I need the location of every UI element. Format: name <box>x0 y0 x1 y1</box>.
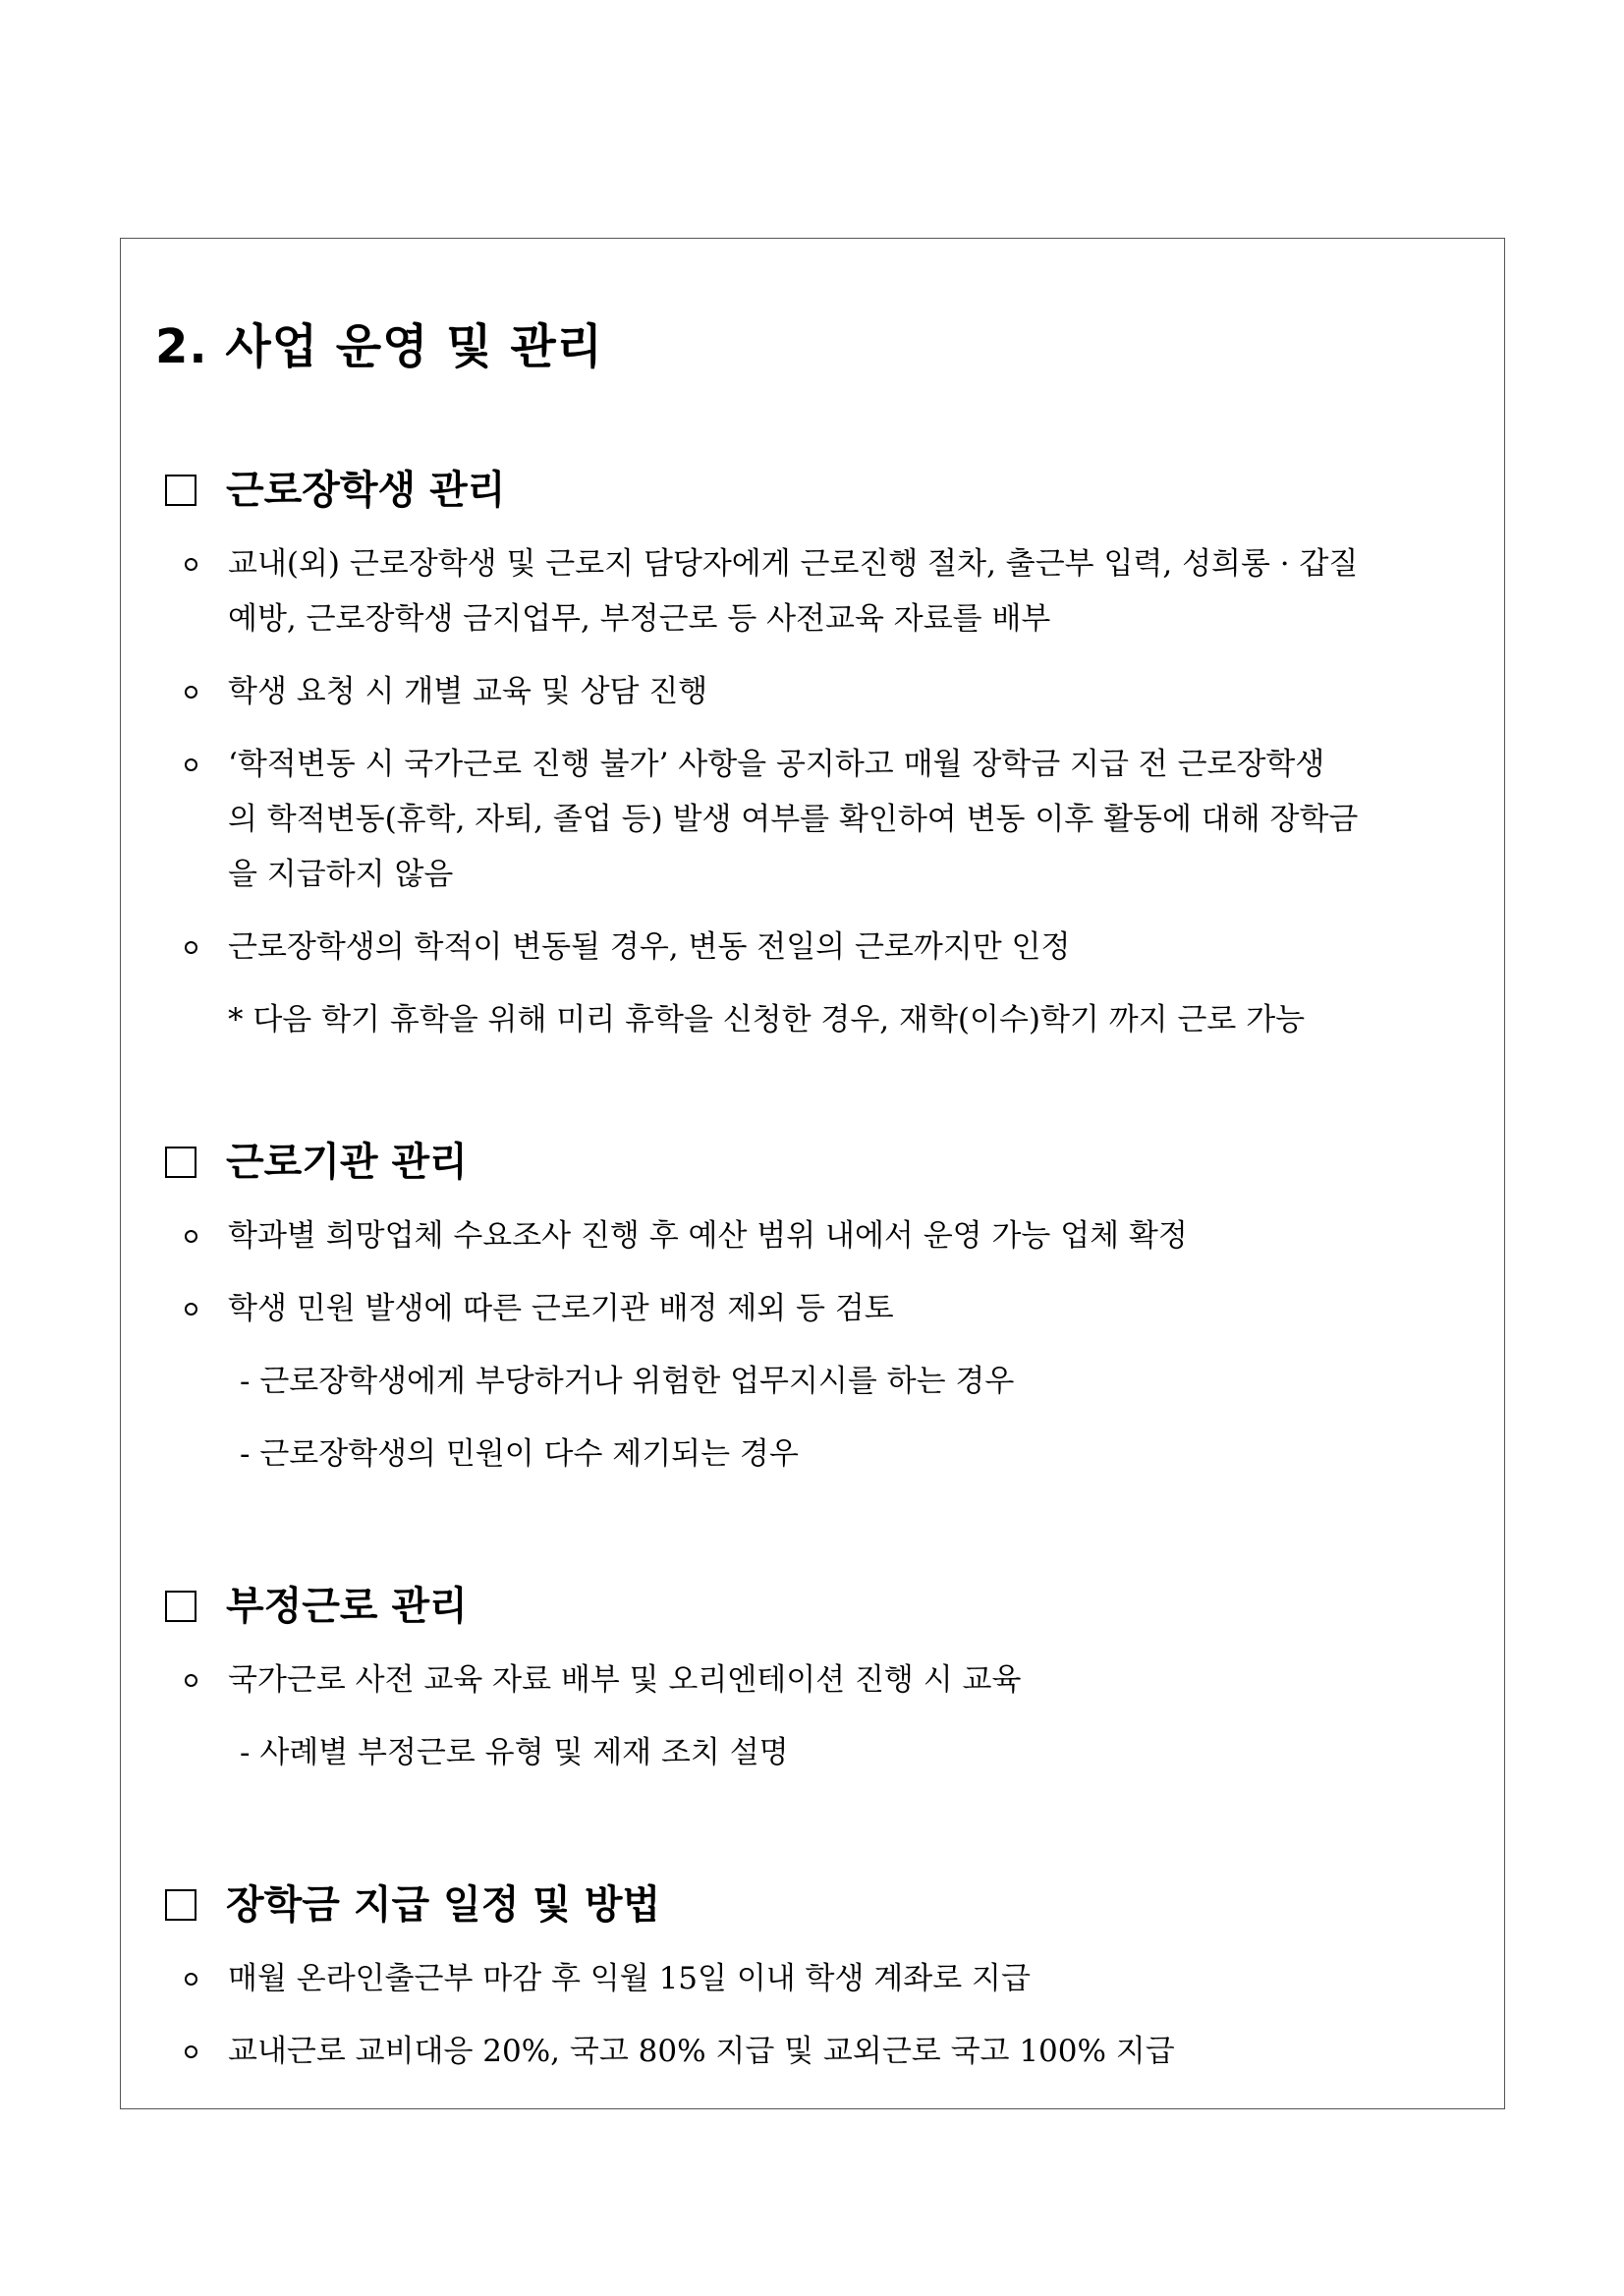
list-item <box>165 1208 1501 1263</box>
list-item-text: 학과별 희망업체 수요조사 진행 후 예산 범위 내에서 운영 가능 업체 확정 <box>228 1218 1188 1254</box>
circle-bullet-icon <box>185 1303 197 1316</box>
list-item <box>165 536 1501 646</box>
list-item-text: 국가근로 사전 교육 자료 배부 및 오리엔테이션 진행 시 교육 <box>228 1662 1022 1698</box>
sub-item: - 사례별 부정근로 유형 및 제재 조치 설명 <box>240 1735 789 1770</box>
note-text: * 다음 학기 휴학을 위해 미리 휴학을 신청한 경우, 재학(이수)학기 까지 근로 가능 <box>228 1002 1306 1037</box>
sub-item: - 근로장학생의 민원이 다수 제기되는 경우 <box>240 1436 799 1472</box>
section-heading <box>165 1876 1501 1933</box>
list-item-text: 교내근로 교비대응 20%, 국고 80% 지급 및 교외근로 국고 100% 지급 <box>228 2034 1175 2069</box>
section-scholarship-payment <box>165 1876 1501 2079</box>
sub-item: - 근로장학생에게 부당하거나 위험한 업무지시를 하는 경우 <box>240 1364 1015 1399</box>
list-item-text: 학생 요청 시 개별 교육 및 상담 진행 <box>228 674 708 709</box>
section-title: 장학금 지급 일정 및 방법 <box>226 1882 661 1928</box>
list-item <box>165 1951 1501 2006</box>
section-title: 근로장학생 관리 <box>226 468 506 513</box>
circle-bullet-icon <box>185 558 197 571</box>
section-heading <box>165 1578 1501 1635</box>
section-title: 근로기관 관리 <box>226 1140 468 1185</box>
section-student-management <box>165 462 1501 1047</box>
list-item <box>165 2024 1501 2079</box>
list-item-text: 교내(외) 근로장학생 및 근로지 담당자에게 근로진행 절차, 출근부 입력, 성희롱 · 갑질 <box>228 546 1359 582</box>
circle-bullet-icon <box>185 1674 197 1687</box>
circle-bullet-icon <box>185 1973 197 1986</box>
list-item-text: 매월 온라인출근부 마감 후 익월 15일 이내 학생 계좌로 지급 <box>228 1961 1031 1996</box>
list-item <box>165 920 1501 975</box>
section-institution-management <box>165 1134 1501 1482</box>
list-item <box>165 664 1501 719</box>
circle-bullet-icon <box>185 2045 197 2058</box>
section-heading <box>165 1134 1501 1191</box>
list-item-text: ‘학적변동 시 국가근로 진행 불가’ 사항을 공지하고 매월 장학금 지급 전 근로장학생 <box>228 747 1325 782</box>
list-item-text: 을 지급하지 않음 <box>228 857 454 892</box>
checkbox-square-icon <box>165 1889 196 1921</box>
list-item-text: 의 학적변동(휴학, 자퇴, 졸업 등) 발생 여부를 확인하여 변동 이후 활동에 대해 장학금 <box>228 802 1359 837</box>
list-item-text: 학생 민원 발생에 따른 근로기관 배정 제외 등 검토 <box>228 1291 894 1326</box>
list-item-text: 예방, 근로장학생 금지업무, 부정근로 등 사전교육 자료를 배부 <box>228 601 1051 637</box>
section-heading <box>165 462 1501 519</box>
list-item <box>165 1652 1501 1708</box>
page-title: 2. 사업 운영 및 관리 <box>155 319 604 374</box>
circle-bullet-icon <box>185 758 197 771</box>
circle-bullet-icon <box>185 1230 197 1243</box>
checkbox-square-icon <box>165 1147 196 1178</box>
circle-bullet-icon <box>185 686 197 699</box>
checkbox-square-icon <box>165 1591 196 1622</box>
section-title: 부정근로 관리 <box>226 1584 468 1629</box>
checkbox-square-icon <box>165 475 196 506</box>
list-item <box>165 737 1501 902</box>
list-item-text: 근로장학생의 학적이 변동될 경우, 변동 전일의 근로까지만 인정 <box>228 929 1071 965</box>
circle-bullet-icon <box>185 941 197 954</box>
list-item <box>165 1281 1501 1336</box>
section-fraud-management <box>165 1578 1501 1780</box>
